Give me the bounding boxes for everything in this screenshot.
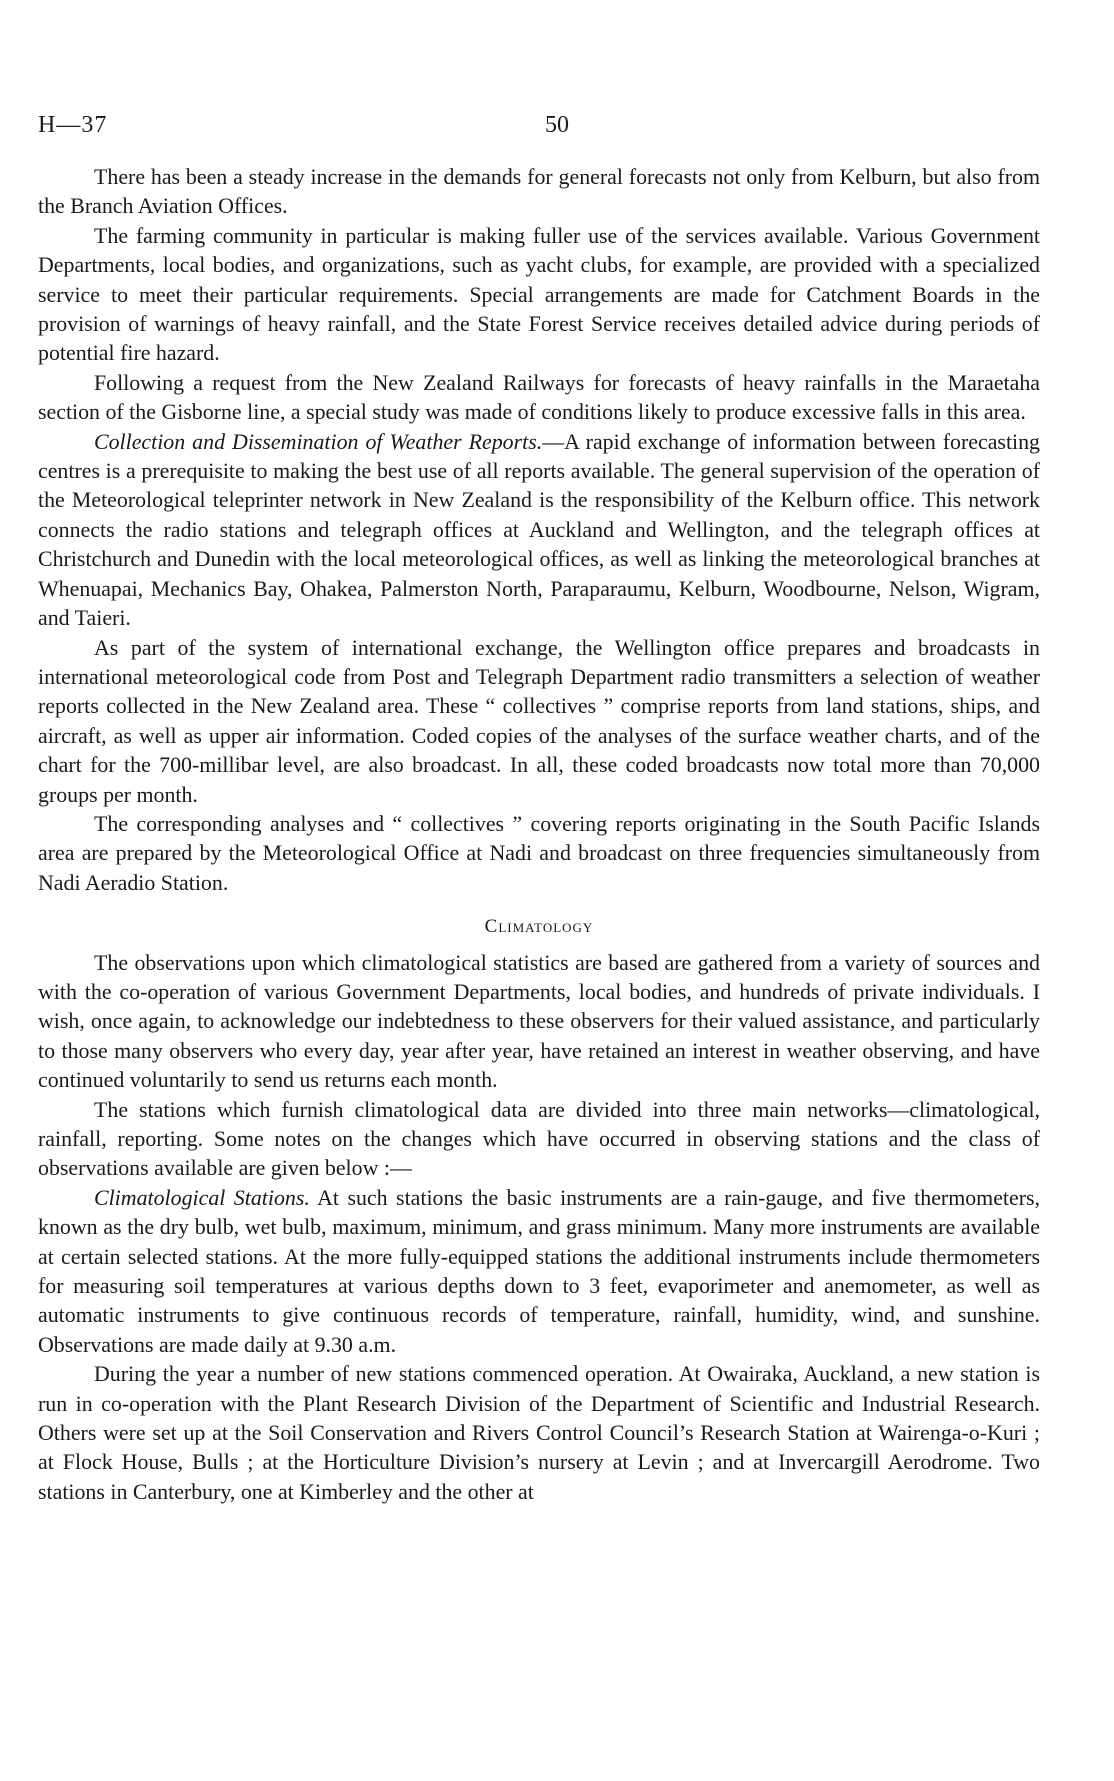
paragraph: Following a request from the New Zealand Railways for forecasts of heavy rainfalls in the Maraetaha section of the Gisborne line, a special study was made of conditions likely to produce excessive falls in this area. bbox=[38, 369, 1040, 425]
climatological-stations-text: At such stations the basic instruments are a rain-gauge, and five thermometers, known as the dry bulb, wet bulb, maximum, minimum, and grass minimum. Many more instruments are available at certain selected stations. At the more fully-equipped stations the additional instruments include thermometers for measuring soil temperatures at various depths down to 3 feet, evaporimeter and anemometer, as well as automatic instruments to give continuous records of temperature, rainfall, humidity, wind, and sunshine. Observations are made daily at 9.30 a.m. bbox=[38, 1184, 1041, 1357]
paragraph: There has been a steady increase in the demands for general forecasts not only from Kelburn, but also from the Branch Aviation Offices. bbox=[38, 164, 1040, 219]
page-number: 50 bbox=[545, 112, 569, 138]
paragraph-collection bbox=[38, 427, 1040, 633]
paragraph-climatological-stations bbox=[38, 1183, 1040, 1359]
subhead-collection: Collection and Dissemination of Weather Reports. bbox=[94, 428, 543, 454]
paragraph: The corresponding analyses and “ collectives ” covering reports originating in the South Pacific Islands area are prepared by the Meteorological Office at Nadi and broadcast on three frequencies simultaneously from Nadi Aeradio Station. bbox=[38, 810, 1040, 895]
paragraph: The stations which furnish climatological data are divided into three main networks—climatological, rainfall, reporting. Some notes on the changes which have occurred in observing stations and the class of observations available are given below :— bbox=[38, 1096, 1040, 1181]
paragraph: The farming community in particular is making fuller use of the services available. Various Government Departments, local bodies, and organizations, such as yacht clubs, for example, are provided with a specialized service to meet their particular requirements. Special arrangements are made for Catchment Boards in the provision of warnings of heavy rainfall, and the State Forest Service receives detailed advice during periods of potential fire hazard. bbox=[38, 222, 1040, 366]
subhead-climatological-stations: Climatological Stations. bbox=[94, 1184, 310, 1210]
paragraph: The observations upon which climatological statistics are based are gathered from a variety of sources and with the co-operation of various Government Departments, local bodies, and hundreds of private individuals. I wish, once again, to acknowledge our indebtedness to these observers for their valued assistance, and particularly to those many observers who every day, year after year, have retained an interest in weather observing, and have continued voluntarily to send us returns each month. bbox=[38, 949, 1040, 1093]
body-text bbox=[38, 162, 1040, 1506]
section-heading-climatology: Climatology bbox=[484, 916, 594, 938]
collection-text: —A rapid exchange of information between forecasting centres is a prerequisite to making the best use of all reports available. The general supervision of the operation of the Meteorological teleprinter network in New Zealand is the responsibility of the Kelburn office. This network connects the radio stations and telegraph offices at Auckland and Wellington, and the telegraph offices at Christchurch and Dunedin with the local meteorological offices, as well as linking the meteorological branches at Whenuapai, Mechanics Bay, Ohakea, Palmerston North, Paraparaumu, Kelburn, Woodbourne, Nelson, Wigram, and Taieri. bbox=[38, 428, 1041, 631]
page-reference: H—37 bbox=[38, 112, 108, 138]
paragraph: As part of the system of international exchange, the Wellington office prepares and broadcasts in international meteorological code from Post and Telegraph Department radio transmitters a selection of weather reports collected in the New Zealand area. These “ collectives ” comprise reports from land stations, ships, and aircraft, as well as upper air information. Coded copies of the analyses of the surface weather charts, and of the chart for the 700-millibar level, are also broadcast. In all, these coded broadcasts now total more than 70,000 groups per month. bbox=[38, 634, 1040, 807]
page-header bbox=[38, 112, 1076, 144]
paragraph: During the year a number of new stations commenced operation. At Owairaka, Auckland, a new station is run in co-operation with the Plant Research Division of the Department of Scientific and Industrial Research. Others were set up at the Soil Conservation and Rivers Control Council’s Research Station at Wairenga-o-Kuri ; at Flock House, Bulls ; at the Horticulture Division’s nursery at Levin ; and at Invercargill Aerodrome. Two stations in Canterbury, one at Kimberley and the other at bbox=[38, 1361, 1040, 1504]
